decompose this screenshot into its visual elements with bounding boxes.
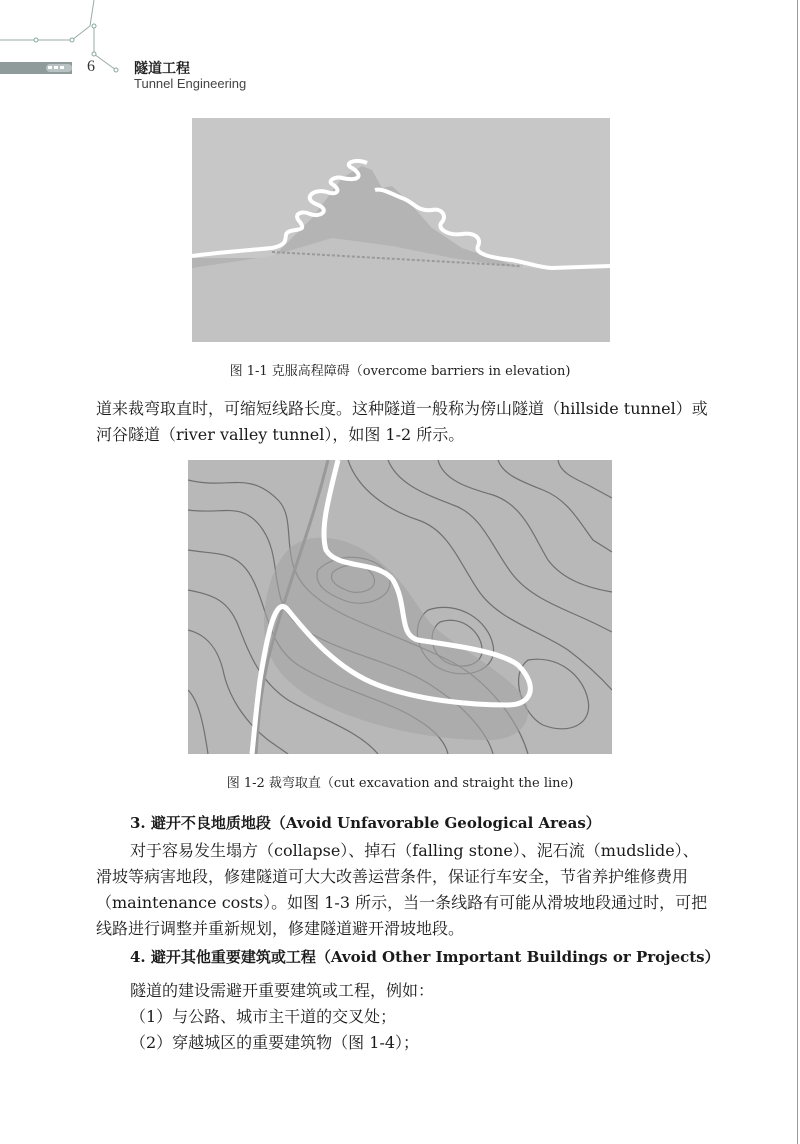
figure-1-1-elevation	[192, 118, 610, 342]
figure-1-1-caption: 图 1-1 克服高程障碍（overcome barriers in elevation)	[229, 364, 571, 379]
series-title-cn: 隧道工程	[134, 61, 190, 77]
figure-1-2-caption: 图 1-2 裁弯取直（cut excavation and straight the line)	[226, 776, 574, 791]
figure-1-2-contour-map	[188, 460, 612, 754]
header-decoration	[0, 0, 130, 80]
list-item-1: （1）与公路、城市主干道的交叉处；	[130, 1007, 397, 1026]
section-heading-4: 4. 避开其他重要建筑或工程（Avoid Other Important Buildings or Projects）	[130, 948, 720, 966]
page-edge	[797, 0, 798, 1144]
page-number: 6	[87, 58, 95, 75]
paragraph-hillside-tunnel: 道来裁弯取直时，可缩短线路长度。这种隧道一般称为傍山隧道（hillside tunnel）或河谷隧道（river valley tunnel），如图 1-2 所示。	[96, 399, 708, 444]
list-item-2: （2）穿越城区的重要建筑物（图 1-4）；	[130, 1033, 420, 1052]
section-heading-3: 3. 避开不良地质地段（Avoid Unfavorable Geological Areas）	[130, 814, 601, 832]
paragraph-geological: 对于容易发生塌方（collapse）、掉石（falling stone）、泥石流（mudslide）、滑坡等病害地段，修建隧道可大大改善运营条件，保证行车安全，节省养护维修费用（maintenance costs）。如图 1-3 所示，当一条线路有可能从滑坡地段通过时，可把线路进行调整并重新规划，修建隧道避开滑坡地段。	[96, 841, 708, 938]
series-title-en: Tunnel Engineering	[134, 76, 247, 91]
paragraph-avoid-buildings: 隧道的建设需避开重要建筑或工程，例如：	[130, 981, 435, 1000]
